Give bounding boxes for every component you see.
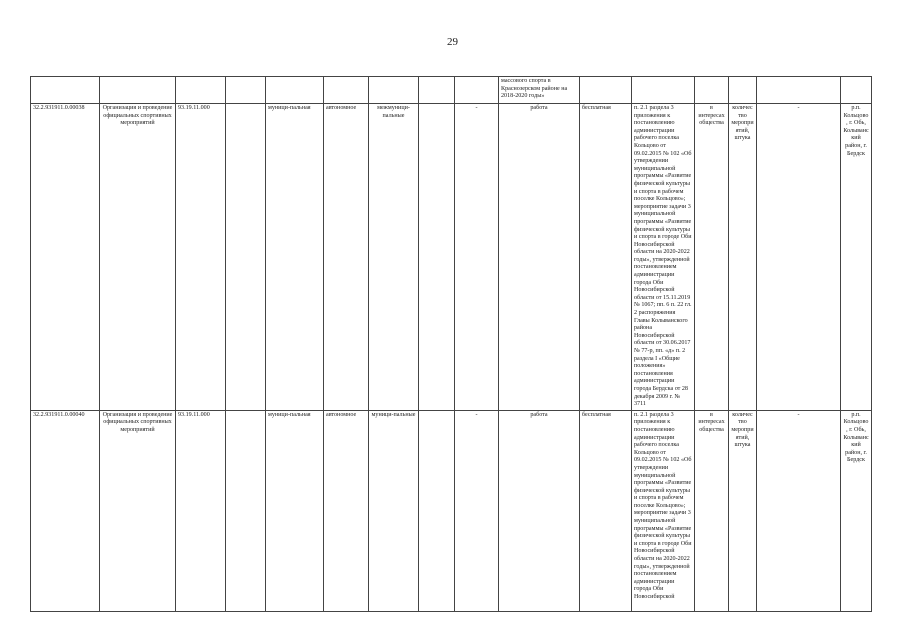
table-row-continuation	[31, 77, 872, 104]
cell-empty	[226, 410, 266, 611]
cell-empty	[226, 77, 266, 104]
cell-empty	[757, 77, 841, 104]
cell-legal-basis: п. 2.1 раздела 3 приложения к постановлению администрации рабочего поселка Кольцово от 09.02.2015 № 102 «Об утверждении муниципальной программы «Развитие физической культуры и спорта в рабочем поселке Кольцово»; мероприятие задачи 3 муниципальной программы «Развитие физической культуры и спорта в городе Оби Новосибирской области на 2020-2022 годы», утвержденной постановлением администрации города Оби Новосибирской	[632, 410, 695, 611]
cell-indicator: количество мероприятий, штука	[729, 104, 757, 411]
table-row	[31, 104, 872, 411]
cell-empty	[580, 77, 632, 104]
cell-service-level: межмуници-пальные	[369, 104, 419, 411]
cell-legal-basis: п. 2.1 раздела 3 приложения к постановлению администрации рабочего поселка Кольцово от 09.02.2015 № 102 «Об утверждении муниципальной программы «Развитие физической культуры и спорта в рабочем поселке Кольцово»; мероприятие задачи 3 муниципальной программы «Развитие физической культуры и спорта в городе Оби Новосибирской области на 2020-2022 годы», утвержденной постановлением администрации города Оби Новосибирской области от 15.11.2019 № 1067; пп. 6 п. 22 гл. 2 распоряжения Главы Колыванского района Новосибирской области от 30.06.2017 № 77-р, пп. «д» п. 2 раздела I «Общие положения» постановления администрации города Бердска от 28 декабря 2009 г. № 3711	[632, 104, 695, 411]
cell-service-level: муници-пальные	[369, 410, 419, 611]
cell-empty	[176, 77, 226, 104]
cell-payment: бесплатная	[580, 410, 632, 611]
cell-service-type: работа	[499, 104, 580, 411]
cell-empty	[419, 104, 455, 411]
cell-empty	[419, 410, 455, 611]
cell-dash: -	[757, 104, 841, 411]
cell-indicator: количество мероприятий, штука	[729, 410, 757, 611]
cell-empty	[841, 77, 872, 104]
cell-registry-number: 32.2.931911.0.00040	[31, 410, 100, 611]
cell-empty	[455, 77, 499, 104]
cell-registry-number: 32.2.931911.0.00038	[31, 104, 100, 411]
cell-empty	[369, 77, 419, 104]
cell-consumers: в интересах общества	[695, 410, 729, 611]
cell-empty	[729, 77, 757, 104]
page-number: 29	[447, 36, 458, 48]
cell-institution-type: муници-пальная	[266, 410, 324, 611]
registry-table	[30, 76, 872, 612]
cell-institution-kind: автономное	[324, 410, 369, 611]
cell-dash: -	[757, 410, 841, 611]
cell-empty	[100, 77, 176, 104]
cell-okved-code: 93.19.11.000	[176, 104, 226, 411]
cell-service-name: Организация и проведение официальных спортивных мероприятий	[100, 410, 176, 611]
cell-institution-kind: автономное	[324, 104, 369, 411]
cell-empty	[632, 77, 695, 104]
cell-payment: бесплатная	[580, 104, 632, 411]
cell-dash: -	[455, 104, 499, 411]
cell-consumers: в интересах общества	[695, 104, 729, 411]
cell-territory: р.п. Кольцово, г. Обь, Колыванский район, г. Бердск	[841, 410, 872, 611]
cell-empty	[266, 77, 324, 104]
cell-territory: р.п. Кольцово, г. Обь, Колыванский район, г. Бердск	[841, 104, 872, 411]
cell-legal-basis: массового спорта в Краснозерском районе на 2018-2020 годы»	[499, 77, 580, 104]
cell-service-name: Организация и проведение официальных спортивных мероприятий	[100, 104, 176, 411]
cell-institution-type: муници-пальная	[266, 104, 324, 411]
cell-empty	[695, 77, 729, 104]
cell-empty	[226, 104, 266, 411]
cell-service-type: работа	[499, 410, 580, 611]
cell-empty	[324, 77, 369, 104]
cell-empty	[31, 77, 100, 104]
table-row	[31, 410, 872, 611]
cell-empty	[419, 77, 455, 104]
cell-dash: -	[455, 410, 499, 611]
cell-okved-code: 93.19.11.000	[176, 410, 226, 611]
